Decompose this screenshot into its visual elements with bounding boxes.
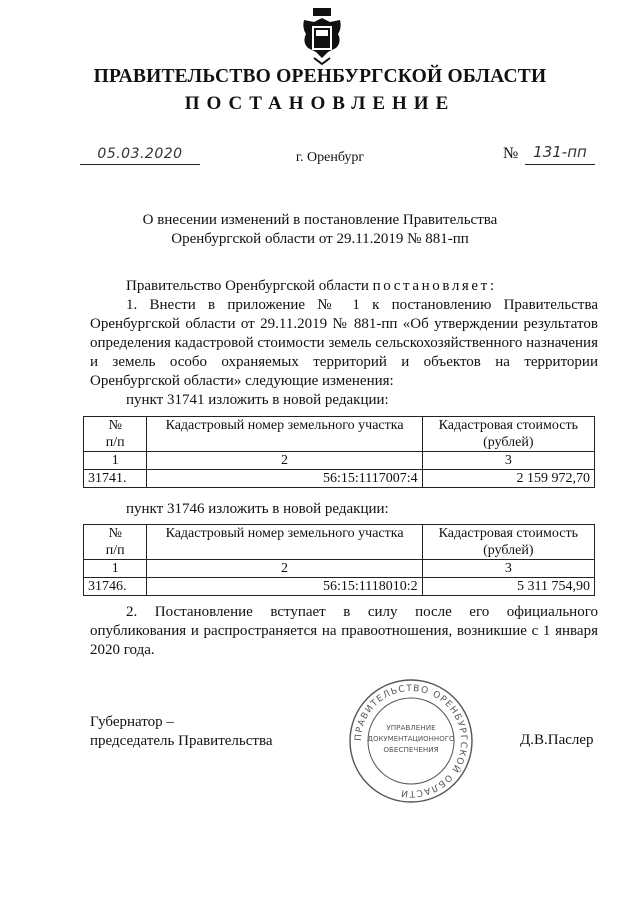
header-num-line2: п/п — [105, 435, 125, 450]
header-num-line2: п/п — [105, 543, 125, 558]
header-cost-line2: (рублей) — [483, 435, 534, 450]
item-2-paragraph: 2. Постановление вступает в силу после его официального опубликования и распространяется на правоотношения, возникшие с 1 января 2020 года. — [90, 604, 598, 658]
signatory-name: Д.В.Паслер — [520, 732, 594, 748]
stamp-line-3: ОБЕСПЕЧЕНИЯ — [383, 745, 439, 754]
stamp-line-2: ДОКУМЕНТАЦИОННОГО — [367, 735, 455, 743]
document-date: 05.03.2020 — [97, 146, 183, 162]
stamp-line-1: УПРАВЛЕНИЕ — [386, 723, 436, 732]
header-cost-line2: (рублей) — [483, 543, 534, 558]
header-cost-cell — [422, 525, 594, 560]
stamp-ring-text: ПРАВИТЕЛЬСТВО ОРЕНБУРГСКОЙ ОБЛАСТИ — [353, 683, 469, 799]
number-underline — [525, 164, 595, 165]
cadastral-table-2 — [83, 524, 595, 596]
row-num-cell: 31746. — [84, 578, 147, 596]
index-cell-2: 2 — [147, 452, 422, 470]
number-label: № — [503, 145, 519, 162]
index-cell-1: 1 — [84, 452, 147, 470]
intro-paragraph — [126, 277, 497, 296]
government-title: ПРАВИТЕЛЬСТВО ОРЕНБУРГСКОЙ ОБЛАСТИ — [93, 66, 547, 87]
signatory-position — [90, 713, 273, 751]
header-cost-line1: Кадастровая стоимость — [438, 418, 578, 433]
document-subject — [100, 211, 540, 249]
header-cost-line1: Кадастровая стоимость — [438, 526, 578, 541]
row-num-cell: 31741. — [84, 470, 147, 488]
table-row — [84, 578, 595, 596]
header-num-cell — [84, 417, 147, 452]
official-stamp — [348, 678, 474, 804]
header-num-line1: № — [108, 526, 122, 541]
header-num-line1: № — [108, 418, 122, 433]
table-index-row — [84, 560, 595, 578]
date-underline — [80, 164, 200, 165]
position-line-2: председатель Правительства — [90, 733, 273, 749]
row-cadastral-cell: 56:15:1117007:4 — [147, 470, 422, 488]
table-header-row — [84, 417, 595, 452]
row-cost-cell: 2 159 972,70 — [422, 470, 594, 488]
point-1-text: пункт 31741 изложить в новой редакции: — [126, 392, 389, 408]
subject-line-1: О внесении изменений в постановление Правительства — [142, 212, 498, 228]
cadastral-table-1 — [83, 416, 595, 488]
header-cadastral-cell: Кадастровый номер земельного участка — [147, 525, 422, 560]
index-cell-2: 2 — [147, 560, 422, 578]
header-cost-cell — [422, 417, 594, 452]
table-row — [84, 470, 595, 488]
item-1-paragraph: 1. Внести в приложение № 1 к постановлению Правительства Оренбургской области от 29.11.2019 № 881-пп «Об утверждении результатов определения кадастровой стоимости земель сельскохозяйственного назначения и земель особо охраняемых территорий и объектов на территории Оренбургской области» следующие изменения: — [90, 297, 598, 389]
document-city: г. Оренбург — [295, 150, 365, 165]
row-cost-cell: 5 311 754,90 — [422, 578, 594, 596]
header-num-cell — [84, 525, 147, 560]
point-2-text: пункт 31746 изложить в новой редакции: — [126, 501, 389, 517]
position-line-1: Губернатор – — [90, 714, 174, 730]
subject-line-2: Оренбургской области от 29.11.2019 № 881-пп — [171, 231, 469, 247]
coat-of-arms-icon — [300, 8, 344, 66]
table-index-row — [84, 452, 595, 470]
intro-text: Правительство Оренбургской области — [126, 278, 373, 294]
index-cell-3: 3 — [422, 452, 594, 470]
intro-decree-word: постановляет: — [372, 278, 497, 294]
index-cell-3: 3 — [422, 560, 594, 578]
document-type-title: ПОСТАНОВЛЕНИЕ — [184, 93, 456, 114]
index-cell-1: 1 — [84, 560, 147, 578]
header-cadastral-cell: Кадастровый номер земельного участка — [147, 417, 422, 452]
table-header-row — [84, 525, 595, 560]
document-number: 131-пп — [533, 143, 587, 161]
row-cadastral-cell: 56:15:1118010:2 — [147, 578, 422, 596]
